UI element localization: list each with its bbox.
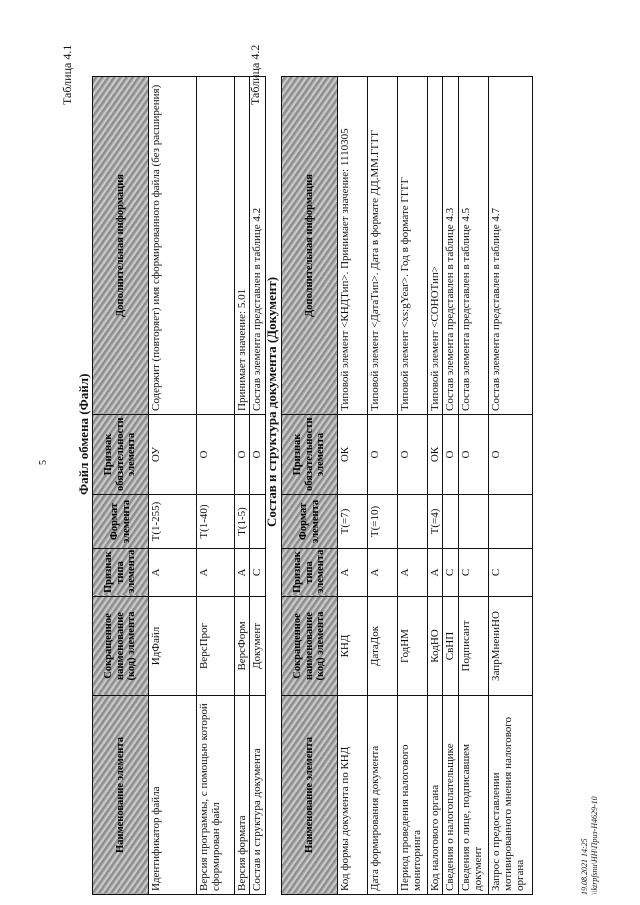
cell-name: Сведения о налогоплательщике [443,696,458,895]
cell-code: ВерсФорм [235,597,250,696]
cell-format: T(=4) [428,495,443,549]
cell-required: О [250,415,265,495]
cell-code: ГодНМ [398,597,428,696]
cell-required: О [488,415,532,495]
cell-required: ОК [428,415,443,495]
table-row [443,77,458,895]
cell-code: Подписант [458,597,488,696]
table-row [250,77,265,895]
cell-code: КодНО [428,597,443,696]
footer-timestamp: 19.08.2021 14:25 [580,838,589,895]
cell-name: Версия программы, с помощью которой сформирован файл [197,696,235,895]
table-row [458,77,488,895]
header-element-type: Признак типа элемента [93,549,149,597]
cell-name: Идентификатор файла [149,696,197,895]
cell-name: Запрос о предоставлении мотивированного мнения налогового органа [488,696,532,895]
footer-doc-code: \\ktrpfsnu\НН\Приз-Н4629-10 [589,796,599,895]
table-file-exchange [92,76,266,895]
table-row [368,77,398,895]
table-row [428,77,443,895]
cell-info: Типовой элемент <СОНОТип> [428,77,443,415]
cell-format: T(=10) [368,495,398,549]
cell-type: А [197,549,235,597]
cell-info: Типовой элемент <ДатаТип>. Дата в формате ДД.ММ.ГГГГ [368,77,398,415]
cell-required: О [443,415,458,495]
cell-format [488,495,532,549]
header-element-name: Наименование элемента [282,696,338,895]
cell-format [250,495,265,549]
header-element-format: Формат элемента [93,495,149,549]
cell-code: ДатаДок [368,597,398,696]
table-document-structure [281,76,533,895]
header-element-required: Признак обязательности элемента [93,415,149,495]
table-row [235,77,250,895]
cell-code: ИдФайл [149,597,197,696]
cell-code: ВерсПрог [197,597,235,696]
table-row [149,77,197,895]
table-caption-document: Состав и структура документа (Документ) [264,276,279,527]
header-additional-info: Дополнительная информация [282,77,338,415]
table-number-4-2: Таблица 4.2 [248,44,262,105]
table-row [488,77,532,895]
cell-info: Содержит (повторяет) имя сформированного файла (без расширения) [149,77,197,415]
cell-type: С [443,549,458,597]
cell-type: С [458,549,488,597]
cell-type: А [428,549,443,597]
cell-code: КНД [338,597,368,696]
cell-format: T(1-255) [149,495,197,549]
cell-info: Состав элемента представлен в таблице 4.5 [458,77,488,415]
table-row [398,77,428,895]
header-element-type: Признак типа элемента [282,549,338,597]
cell-info: Состав элемента представлен в таблице 4.3 [443,77,458,415]
cell-info [197,77,235,415]
cell-format: T(1-40) [197,495,235,549]
cell-type: С [250,549,265,597]
table-caption-file: Файл обмена (Файл) [76,373,91,495]
cell-name: Период проведения налогового мониторинга [398,696,428,895]
cell-info: Типовой элемент <КНДТип>. Принимает значение: 1110305 [338,77,368,415]
cell-name: Состав и структура документа [250,696,265,895]
cell-code: Документ [250,597,265,696]
cell-required: О [235,415,250,495]
header-element-name: Наименование элемента [93,696,149,895]
cell-code: ЗапрМнениНО [488,597,532,696]
table-row [197,77,235,895]
cell-format: T(1-5) [235,495,250,549]
cell-type: А [368,549,398,597]
cell-type: С [488,549,532,597]
cell-type: А [398,549,428,597]
cell-required: О [368,415,398,495]
cell-name: Дата формирования документа [368,696,398,895]
footer-stamp [580,796,599,895]
cell-required: О [398,415,428,495]
header-additional-info: Дополнительная информация [93,77,149,415]
cell-name: Код формы документа по КНД [338,696,368,895]
cell-required: ОУ [149,415,197,495]
header-element-code: Сокращенное наименование (код) элемента [282,597,338,696]
cell-name: Код налогового органа [428,696,443,895]
cell-format [458,495,488,549]
page-number: 5 [38,460,49,465]
cell-format: T(=7) [338,495,368,549]
cell-info: Состав элемента представлен в таблице 4.7 [488,77,532,415]
cell-name: Версия формата [235,696,250,895]
cell-type: А [338,549,368,597]
cell-required: ОК [338,415,368,495]
cell-format [398,495,428,549]
cell-code: СвНП [443,597,458,696]
header-element-format: Формат элемента [282,495,338,549]
cell-type: А [149,549,197,597]
cell-required: О [197,415,235,495]
cell-info: Принимает значение: 5.01 [235,77,250,415]
header-element-required: Признак обязательности элемента [282,415,338,495]
header-element-code: Сокращенное наименование (код) элемента [93,597,149,696]
cell-info: Типовой элемент <xs:gYear>. Год в формате ГГГГ [398,77,428,415]
cell-format [443,495,458,549]
table-number-4-1: Таблица 4.1 [60,44,74,105]
cell-type: А [235,549,250,597]
cell-name: Сведения о лице, подписавшем документ [458,696,488,895]
cell-info: Состав элемента представлен в таблице 4.2 [250,77,265,415]
cell-required: О [458,415,488,495]
table-row [338,77,368,895]
